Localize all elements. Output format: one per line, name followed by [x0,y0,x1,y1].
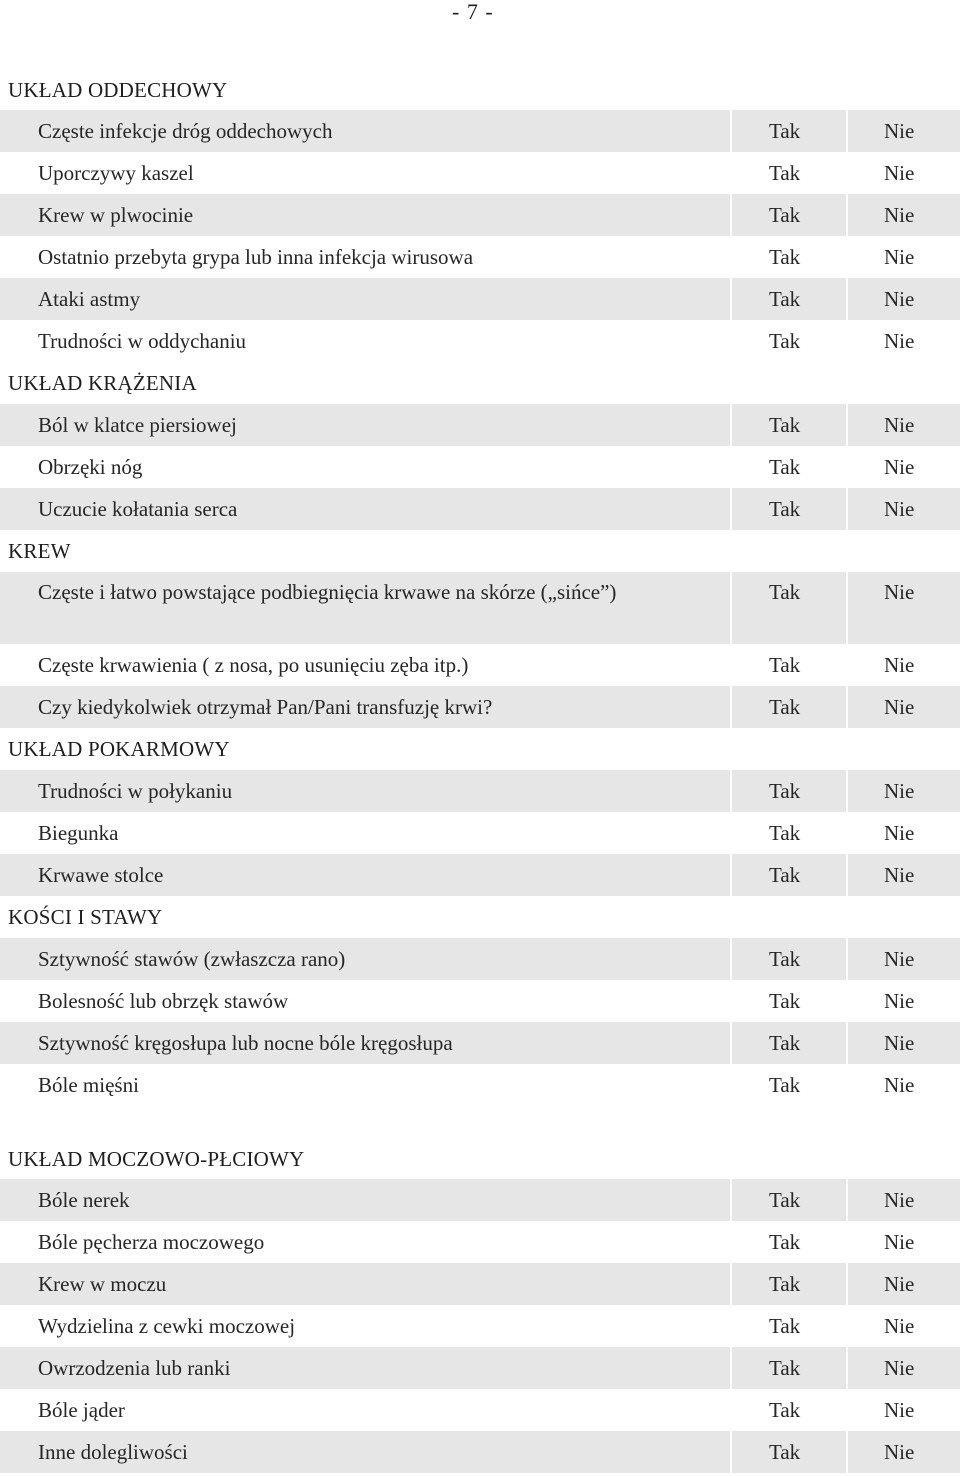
answer-no-option[interactable]: Nie [884,1313,915,1338]
answer-yes-option[interactable]: Tak [769,412,801,437]
question-row [0,1347,960,1389]
question-text: Ataki astmy [38,286,141,311]
question-text: Owrzodzenia lub ranki [38,1355,231,1380]
question-row [0,1022,960,1064]
answer-no-option[interactable]: Nie [884,652,915,677]
question-row [0,854,960,896]
answer-no-option[interactable]: Nie [884,946,915,971]
cell-divider [730,1022,732,1064]
question-text: Uporczywy kaszel [38,160,194,185]
answer-yes-option[interactable]: Tak [769,454,801,479]
question-text: Sztywność kręgosłupa lub nocne bóle kręgosłupa [38,1030,453,1055]
answer-yes-option[interactable]: Tak [769,1397,801,1422]
question-row [0,1431,960,1473]
question-row [0,152,960,194]
answer-no-option[interactable]: Nie [884,286,915,311]
question-row [0,1305,960,1347]
question-row [0,980,960,1022]
answer-no-option[interactable]: Nie [884,580,915,604]
cell-divider [846,572,848,644]
answer-no-option[interactable]: Nie [884,328,915,353]
answer-yes-option[interactable]: Tak [769,652,801,677]
cell-divider [730,686,732,728]
cell-divider [846,110,848,152]
question-text: Uczucie kołatania serca [38,496,238,521]
answer-yes-option[interactable]: Tak [769,1355,801,1380]
answer-no-option[interactable]: Nie [884,1229,915,1254]
cell-divider [846,488,848,530]
question-row [0,1179,960,1221]
question-row [0,938,960,980]
question-text: Trudności w oddychaniu [38,328,247,353]
question-text: Częste infekcje dróg oddechowych [38,118,333,143]
cell-divider [846,404,848,446]
question-row [0,1263,960,1305]
cell-divider [730,1431,732,1473]
question-text: Inne dolegliwości [38,1439,188,1464]
answer-no-option[interactable]: Nie [884,778,915,803]
answer-yes-option[interactable]: Tak [769,820,801,845]
answer-yes-option[interactable]: Tak [769,778,801,803]
cell-divider [730,1347,732,1389]
question-row [0,236,960,278]
question-text: Krew w plwocinie [38,202,194,227]
question-text: Bolesność lub obrzęk stawów [38,988,289,1013]
answer-yes-option[interactable]: Tak [769,1313,801,1338]
answer-no-option[interactable]: Nie [884,202,915,227]
question-text: Bóle jąder [38,1397,125,1422]
answer-no-option[interactable]: Nie [884,1397,915,1422]
cell-divider [730,278,732,320]
question-row [0,488,960,530]
cell-divider [730,404,732,446]
cell-divider [846,278,848,320]
cell-divider [730,1179,732,1221]
answer-yes-option[interactable]: Tak [769,1072,801,1097]
answer-no-option[interactable]: Nie [884,412,915,437]
answer-yes-option[interactable]: Tak [769,694,801,719]
section-heading: UKŁAD POKARMOWY [8,736,230,761]
answer-no-option[interactable]: Nie [884,820,915,845]
cell-divider [846,686,848,728]
answer-no-option[interactable]: Nie [884,454,915,479]
answer-yes-option[interactable]: Tak [769,160,801,185]
cell-divider [730,488,732,530]
answer-yes-option[interactable]: Tak [769,244,801,269]
answer-no-option[interactable]: Nie [884,160,915,185]
question-row [0,404,960,446]
cell-divider [846,938,848,980]
question-text: Bóle pęcherza moczowego [38,1229,265,1254]
answer-no-option[interactable]: Nie [884,988,915,1013]
cell-divider [730,770,732,812]
question-row [0,812,960,854]
answer-yes-option[interactable]: Tak [769,202,801,227]
answer-no-option[interactable]: Nie [884,1072,915,1097]
answer-yes-option[interactable]: Tak [769,328,801,353]
question-text: Ból w klatce piersiowej [38,412,237,437]
question-row [0,446,960,488]
answer-yes-option[interactable]: Tak [769,1030,801,1055]
question-row [0,1389,960,1431]
question-text: Częste i łatwo powstające podbiegnięcia krwawe na skórze („sińce”) [38,580,617,604]
page-number: - 7 - [452,0,494,24]
answer-yes-option[interactable]: Tak [769,118,801,143]
cell-divider [846,1263,848,1305]
cell-divider [730,938,732,980]
answer-yes-option[interactable]: Tak [769,1229,801,1254]
question-row [0,1221,960,1263]
cell-divider [846,194,848,236]
answer-yes-option[interactable]: Tak [769,1439,801,1464]
cell-divider [846,1431,848,1473]
answer-no-option[interactable]: Nie [884,244,915,269]
answer-no-option[interactable]: Nie [884,862,915,887]
question-text: Trudności w połykaniu [38,778,233,803]
section-heading: UKŁAD KRĄŻENIA [8,370,197,395]
question-row [0,194,960,236]
section-heading: KOŚCI I STAWY [8,904,163,929]
answer-yes-option[interactable]: Tak [769,286,801,311]
cell-divider [846,770,848,812]
question-text: Krwawe stolce [38,862,164,887]
question-text: Bóle mięśni [38,1072,139,1097]
cell-divider [846,854,848,896]
question-row [0,320,960,362]
section-heading: UKŁAD ODDECHOWY [8,77,228,102]
question-row [0,278,960,320]
answer-no-option[interactable]: Nie [884,1271,915,1296]
question-text: Czy kiedykolwiek otrzymał Pan/Pani transfuzję krwi? [38,694,493,719]
answer-no-option[interactable]: Nie [884,1187,915,1212]
cell-divider [730,854,732,896]
question-text: Obrzęki nóg [38,454,143,479]
question-text: Ostatnio przebyta grypa lub inna infekcja wirusowa [38,244,474,269]
cell-divider [846,1022,848,1064]
section-heading: UKŁAD MOCZOWO-PŁCIOWY [8,1146,305,1171]
answer-yes-option[interactable]: Tak [769,988,801,1013]
question-text: Częste krwawienia ( z nosa, po usunięciu zęba itp.) [38,652,469,677]
cell-divider [730,1263,732,1305]
question-text: Biegunka [38,820,119,845]
question-text: Wydzielina z cewki moczowej [38,1313,296,1338]
section-heading: KREW [8,538,71,563]
answer-yes-option[interactable]: Tak [769,496,801,521]
cell-divider [730,194,732,236]
question-row [0,1064,960,1106]
question-text: Krew w moczu [38,1271,167,1296]
answer-yes-option[interactable]: Tak [769,1187,801,1212]
question-row [0,110,960,152]
answer-no-option[interactable]: Nie [884,694,915,719]
answer-yes-option[interactable]: Tak [769,580,801,604]
question-row [0,686,960,728]
answer-no-option[interactable]: Nie [884,496,915,521]
cell-divider [730,110,732,152]
answer-no-option[interactable]: Nie [884,118,915,143]
question-text: Bóle nerek [38,1187,130,1212]
question-row [0,644,960,686]
answer-no-option[interactable]: Nie [884,1030,915,1055]
cell-divider [846,1179,848,1221]
cell-divider [730,572,732,644]
answer-no-option[interactable]: Nie [884,1355,915,1380]
question-text: Sztywność stawów (zwłaszcza rano) [38,946,346,971]
answer-yes-option[interactable]: Tak [769,862,801,887]
cell-divider [846,1347,848,1389]
answer-yes-option[interactable]: Tak [769,946,801,971]
question-row [0,770,960,812]
answer-no-option[interactable]: Nie [884,1439,915,1464]
answer-yes-option[interactable]: Tak [769,1271,801,1296]
question-row [0,572,960,644]
